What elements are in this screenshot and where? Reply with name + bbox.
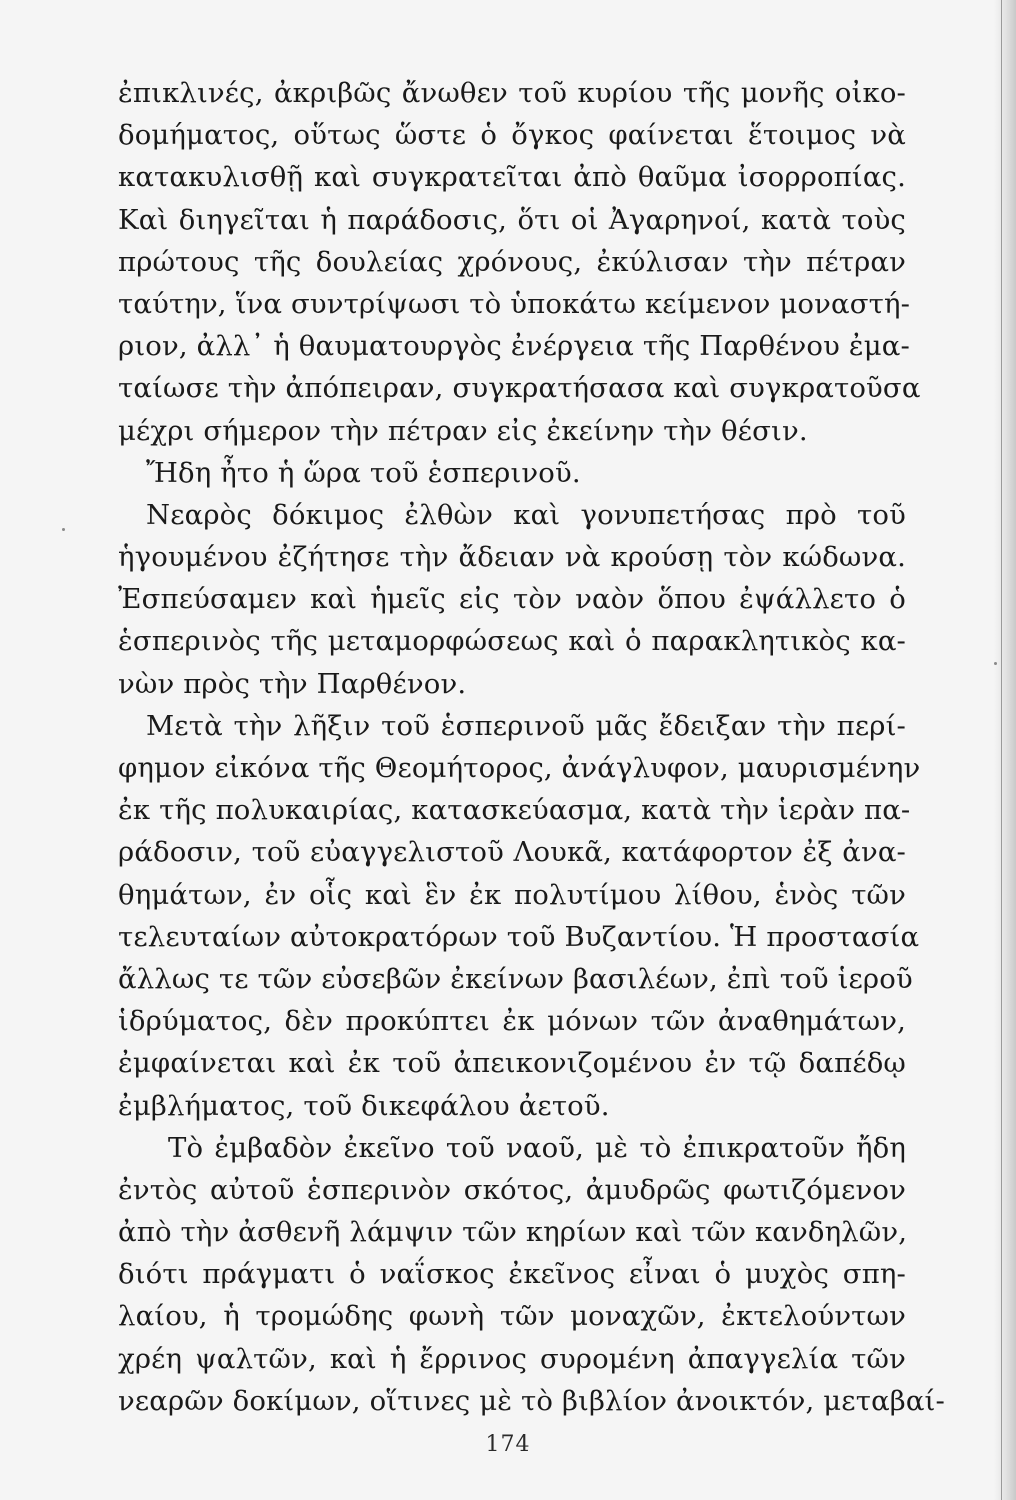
text-line-19: ράδοσιν, τοῦ εὐαγγελιστοῦ Λουκᾶ, κατάφορτον ἐξ ἀνα- (118, 836, 906, 869)
text-line-17: φημον εἰκόνα τῆς Θεομήτορος, ἀνάγλυφον, μαυρισμένην (118, 752, 921, 784)
text-line-15: νὼν πρὸς τὴν Παρθένον. (118, 667, 467, 700)
text-line-29: διότι πράγματι ὁ ναΐσκος ἐκεῖνος εἶναι ὁ μυχὸς σπη- (118, 1258, 906, 1291)
text-line-13: Ἐσπεύσαμεν καὶ ἡμεῖς εἰς τὸν ναὸν ὅπου ἐψάλλετο ὁ (118, 583, 906, 616)
text-line-26: Τὸ ἐμβαδὸν ἐκεῖνο τοῦ ναοῦ, μὲ τὸ ἐπικρατοῦν ἤδη (168, 1131, 906, 1164)
text-line-7: ριον, ἀλλ᾽ ἡ θαυματουργὸς ἐνέργεια τῆς Παρθένου ἐμα- (118, 330, 910, 363)
text-line-21: τελευταίων αὐτοκρατόρων τοῦ Βυζαντίου. Ἡ προστασία (118, 920, 920, 953)
page-edge-line (1001, 0, 1002, 1500)
text-line-9: μέχρι σήμερον τὴν πέτραν εἰς ἐκείνην τὴν θέσιν. (118, 414, 808, 447)
text-line-5: πρώτους τῆς δουλείας χρόνους, ἐκύλισαν τὴν πέτραν (118, 245, 906, 278)
text-line-18: ἐκ τῆς πολυκαιρίας, κατασκεύασμα, κατὰ τὴν ἱερὰν πα- (118, 794, 911, 827)
text-line-31: χρέη ψαλτῶν, καὶ ἡ ἔρρινος συρομένη ἀπαγγελία τῶν (118, 1342, 906, 1375)
text-line-12: ἡγουμένου ἐζήτησε τὴν ἄδειαν νὰ κρούσῃ τὸν κώδωνα. (118, 541, 906, 574)
text-line-2: δομήματος, οὕτως ὥστε ὁ ὄγκος φαίνεται ἕτοιμος νὰ (118, 119, 906, 152)
page-edge-shadow (994, 0, 1016, 1500)
scan-speck (994, 662, 997, 665)
text-line-1: ἐπικλινές, ἀκριβῶς ἄνωθεν τοῦ κυρίου τῆς μονῆς οἰκο- (118, 77, 906, 109)
text-line-4: Καὶ διηγεῖται ἡ παράδοσις, ὅτι οἱ Ἀγαρηνοί, κατὰ τοὺς (118, 203, 906, 236)
text-line-23: ἱδρύματος, δὲν προκύπτει ἐκ μόνων τῶν ἀναθημάτων, (118, 1005, 906, 1038)
text-line-25: ἐμβλήματος, τοῦ δικεφάλου ἀετοῦ. (118, 1089, 610, 1122)
text-line-27: ἐντὸς αὐτοῦ ἑσπερινὸν σκότος, ἀμυδρῶς φωτιζόμενον (118, 1173, 906, 1206)
page-number: 174 (485, 1432, 531, 1457)
scan-speck (62, 528, 65, 531)
text-line-30: λαίου, ἡ τρομώδης φωνὴ τῶν μοναχῶν, ἐκτελούντων (118, 1300, 906, 1333)
text-line-3: κατακυλισθῇ καὶ συγκρατεῖται ἀπὸ θαῦμα ἰσορροπίας. (118, 161, 906, 194)
text-line-28: ἀπὸ τὴν ἀσθενῆ λάμψιν τῶν κηρίων καὶ τῶν κανδηλῶν, (118, 1216, 908, 1249)
text-line-10: Ἤδη ἦτο ἡ ὥρα τοῦ ἑσπερινοῦ. (146, 456, 581, 489)
text-line-11: Νεαρὸς δόκιμος ἐλθὼν καὶ γονυπετήσας πρὸ τοῦ (146, 498, 906, 531)
text-line-8: ταίωσε τὴν ἀπόπειραν, συγκρατήσασα καὶ συγκρατοῦσα (118, 372, 921, 405)
text-line-14: ἑσπερινὸς τῆς μεταμορφώσεως καὶ ὁ παρακλητικὸς κα- (118, 625, 906, 658)
body-text (118, 72, 945, 1422)
text-line-16: Μετὰ τὴν λῆξιν τοῦ ἑσπερινοῦ μᾶς ἔδειξαν τὴν περί- (146, 709, 906, 742)
text-line-20: θημάτων, ἐν οἷς καὶ ἓν ἐκ πολυτίμου λίθου, ἑνὸς τῶν (118, 878, 906, 911)
text-line-6: ταύτην, ἵνα συντρίψωσι τὸ ὑποκάτω κείμενον μοναστή- (118, 287, 911, 320)
text-line-24: ἐμφαίνεται καὶ ἐκ τοῦ ἀπεικονιζομένου ἐν τῷ δαπέδῳ (118, 1047, 906, 1080)
text-line-32: νεαρῶν δοκίμων, οἵτινες μὲ τὸ βιβλίον ἀνοικτόν, μεταβαί- (118, 1384, 945, 1417)
text-line-22: ἄλλως τε τῶν εὐσεβῶν ἐκείνων βασιλέων, ἐπὶ τοῦ ἱεροῦ (118, 962, 913, 995)
